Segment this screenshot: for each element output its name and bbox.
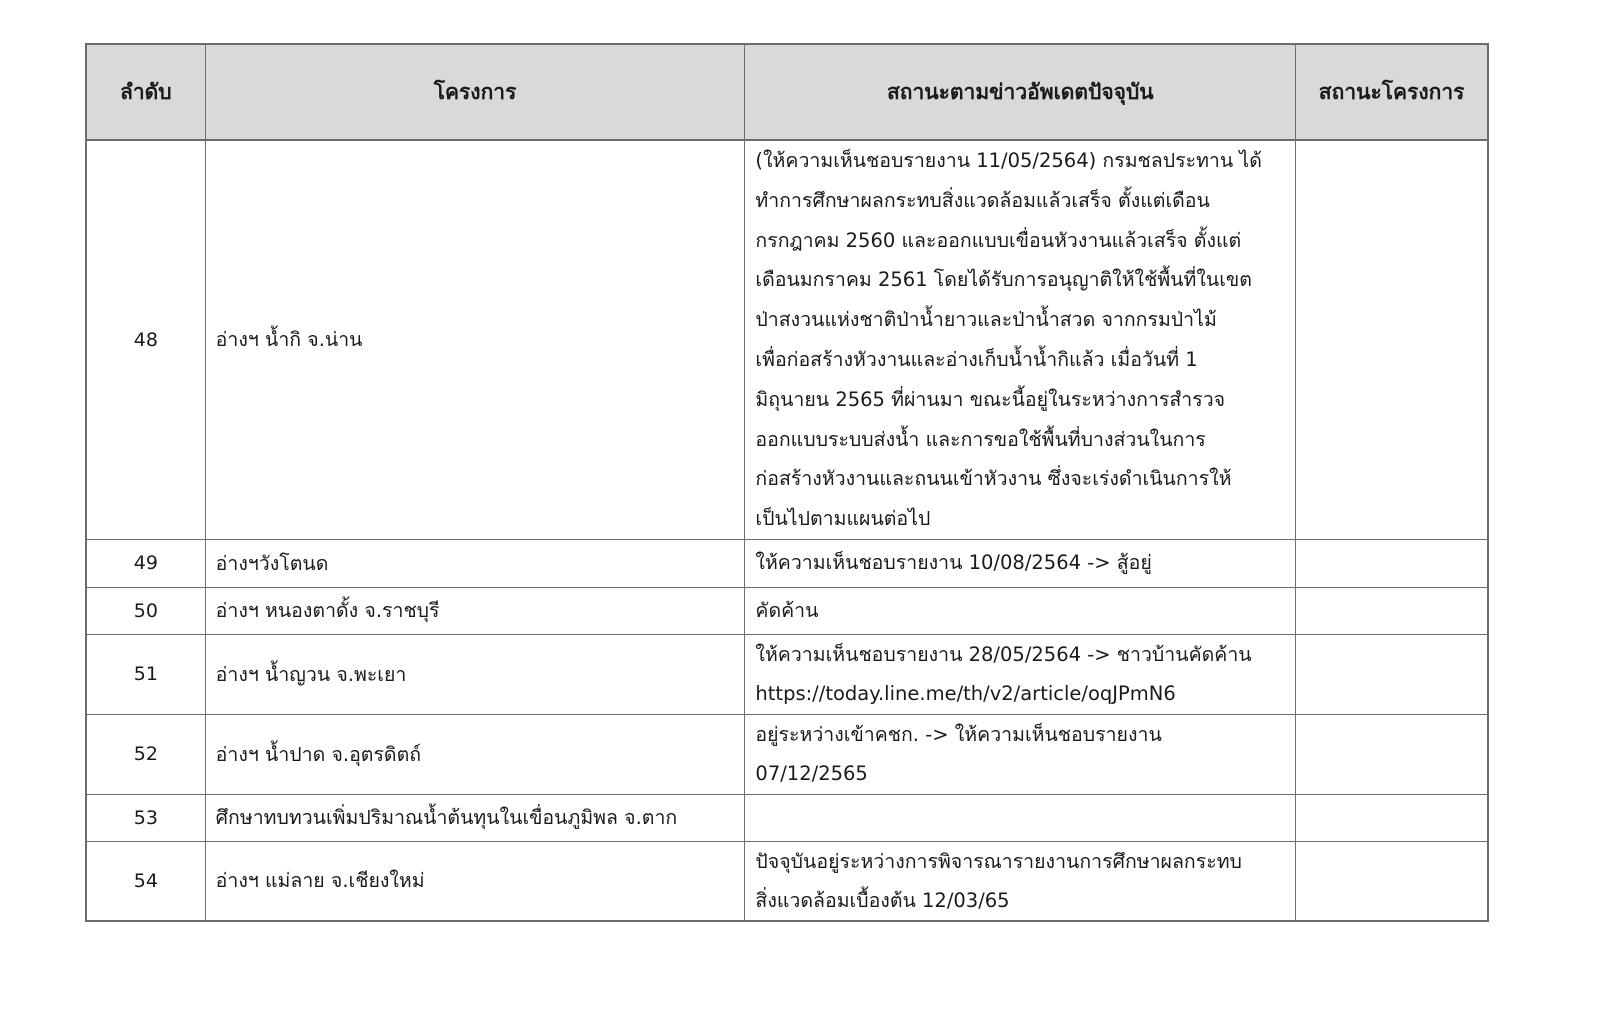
news-status bbox=[745, 539, 1296, 587]
project-name: ศึกษาทบทวนเพิ่มปริมาณน้ำต้นทุนในเขื่อนภูมิพล จ.ตาก bbox=[205, 794, 745, 841]
table-body bbox=[86, 140, 1488, 921]
news-line: กรกฎาคม 2560 และออกแบบเขื่อนหัวงานแล้วเสร็จ ตั้งแต่ bbox=[755, 228, 1242, 252]
project-name: อ่างฯ น้ำกิ จ.น่าน bbox=[205, 140, 745, 539]
news-status bbox=[745, 841, 1296, 921]
project-name: อ่างฯวังโตนด bbox=[205, 539, 745, 587]
project-status bbox=[1296, 794, 1488, 841]
project-status bbox=[1296, 587, 1488, 634]
row-number: 48 bbox=[86, 140, 205, 539]
header-project: โครงการ bbox=[205, 44, 745, 140]
project-status bbox=[1296, 841, 1488, 921]
table-row bbox=[86, 794, 1488, 841]
news-line: อยู่ระหว่างเข้าคชก. -> ให้ความเห็นชอบรายงาน bbox=[755, 723, 1162, 747]
news-status bbox=[745, 714, 1296, 794]
news-line: คัดค้าน bbox=[755, 598, 819, 622]
project-status bbox=[1296, 140, 1488, 539]
news-line: ป่าสงวนแห่งชาติป่าน้ำยาวและป่าน้ำสวด จากกรมป่าไม้ bbox=[755, 308, 1217, 332]
news-line: ออกแบบระบบส่งน้ำ และการขอใช้พื้นที่บางส่วนในการ bbox=[755, 427, 1206, 451]
row-number: 51 bbox=[86, 634, 205, 714]
news-line: มิถุนายน 2565 ที่ผ่านมา ขณะนี้อยู่ในระหว่างการสำรวจ bbox=[755, 387, 1226, 411]
row-number: 52 bbox=[86, 714, 205, 794]
project-name: อ่างฯ น้ำญวน จ.พะเยา bbox=[205, 634, 745, 714]
table-header bbox=[86, 44, 1488, 140]
table-row bbox=[86, 714, 1488, 794]
table-row bbox=[86, 634, 1488, 714]
news-line: ก่อสร้างหัวงานและถนนเข้าหัวงาน ซึ่งจะเร่งดำเนินการให้ bbox=[755, 467, 1232, 491]
table-row bbox=[86, 539, 1488, 587]
news-line: ทำการศึกษาผลกระทบสิ่งแวดล้อมแล้วเสร็จ ตั้งแต่เดือน bbox=[755, 188, 1210, 212]
news-line: ปัจจุบันอยู่ระหว่างการพิจารณารายงานการศึกษาผลกระทบ bbox=[755, 849, 1242, 873]
header-no: ลำดับ bbox=[86, 44, 205, 140]
header-project-status: สถานะโครงการ bbox=[1296, 44, 1488, 140]
row-number: 49 bbox=[86, 539, 205, 587]
news-line: (ให้ความเห็นชอบรายงาน 11/05/2564) กรมชลประทาน ได้ bbox=[755, 149, 1262, 172]
project-status bbox=[1296, 634, 1488, 714]
news-status bbox=[745, 587, 1296, 634]
news-line: เพื่อก่อสร้างหัวงานและอ่างเก็บน้ำน้ำกิแล้ว เมื่อวันที่ 1 bbox=[755, 347, 1198, 371]
news-link[interactable]: https://today.line.me/th/v2/article/oqJPmN6 bbox=[755, 682, 1176, 706]
project-status bbox=[1296, 539, 1488, 587]
project-name: อ่างฯ แม่ลาย จ.เชียงใหม่ bbox=[205, 841, 745, 921]
news-status bbox=[745, 794, 1296, 841]
news-line: เป็นไปตามแผนต่อไป bbox=[755, 507, 931, 531]
project-status bbox=[1296, 714, 1488, 794]
row-number: 50 bbox=[86, 587, 205, 634]
news-line: เดือนมกราคม 2561 โดยได้รับการอนุญาติให้ใช้พื้นที่ในเขต bbox=[755, 268, 1252, 292]
table-row bbox=[86, 841, 1488, 921]
news-line: 07/12/2565 bbox=[755, 762, 868, 786]
header-row bbox=[86, 44, 1488, 140]
news-status bbox=[745, 140, 1296, 539]
news-line: ให้ความเห็นชอบรายงาน 10/08/2564 -> สู้อยู่ bbox=[755, 551, 1152, 575]
project-name: อ่างฯ หนองตาดั้ง จ.ราชบุรี bbox=[205, 587, 745, 634]
project-name: อ่างฯ น้ำปาด จ.อุตรดิตถ์ bbox=[205, 714, 745, 794]
news-line: ให้ความเห็นชอบรายงาน 28/05/2564 -> ชาวบ้านคัดค้าน bbox=[755, 643, 1252, 667]
news-status bbox=[745, 634, 1296, 714]
news-line: สิ่งแวดล้อมเบื้องต้น 12/03/65 bbox=[755, 888, 1010, 912]
table-row bbox=[86, 587, 1488, 634]
table-row bbox=[86, 140, 1488, 539]
row-number: 54 bbox=[86, 841, 205, 921]
header-news-status: สถานะตามข่าวอัพเดตปัจจุบัน bbox=[745, 44, 1296, 140]
project-status-table bbox=[85, 43, 1489, 922]
row-number: 53 bbox=[86, 794, 205, 841]
